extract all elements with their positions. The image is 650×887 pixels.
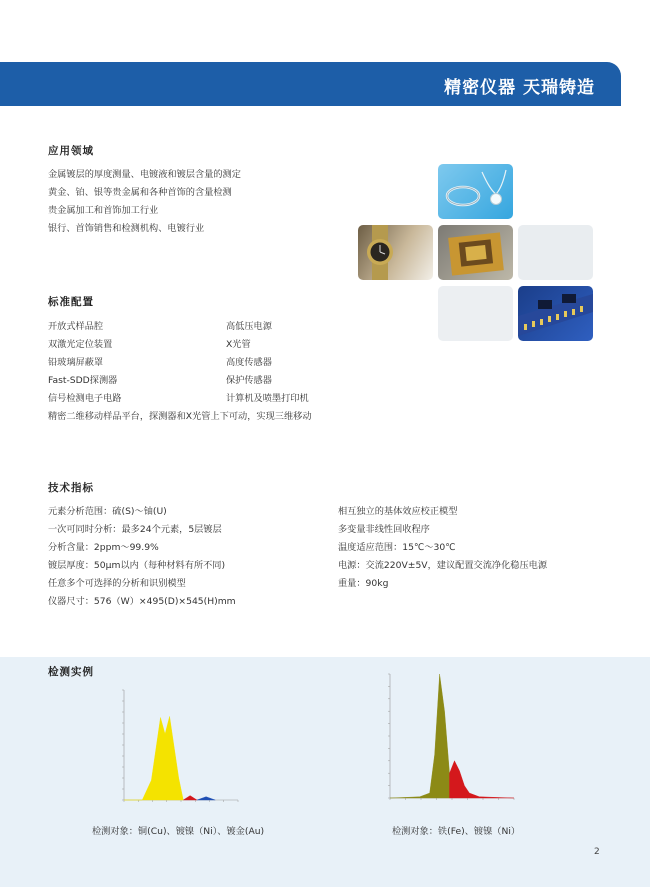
blank-tile-2 (438, 286, 513, 341)
list-item: 高低压电源 (226, 321, 272, 332)
list-item: 元素分析范围：硫(S)～铀(U) (48, 506, 167, 517)
list-item: 仪器尺寸：576（W）×495(D)×545(H)mm (48, 596, 236, 607)
applications-list (48, 166, 241, 238)
list-item: 计算机及喷墨打印机 (226, 393, 309, 404)
example-caption-1: 检测对象：铜(Cu)、镀镍（Ni）、镀金(Au) (92, 826, 265, 837)
watch-image (358, 225, 433, 280)
list-item: 任意多个可选择的分析和识别模型 (48, 578, 186, 589)
list-item: 开放式样品腔 (48, 321, 104, 332)
spectrum-chart-2 (378, 670, 518, 808)
chip-image (438, 225, 513, 280)
spectrum-peak (183, 796, 197, 800)
list-item: 金属镀层的厚度测量、电镀液和镀层含量的测定 (48, 169, 241, 180)
watch-photo (358, 225, 433, 280)
banner-title: 精密仪器 天瑞铸造 (444, 78, 595, 98)
list-item: 双激光定位装置 (48, 339, 113, 350)
list-item: 温度适应范围：15℃～30℃ (338, 542, 456, 553)
circuit-image (518, 286, 593, 341)
spectrum-peak (450, 761, 514, 798)
example-caption-2: 检测对象：铁(Fe)、镀镍（Ni） (392, 826, 521, 837)
jewelry-image (438, 164, 513, 219)
chip-photo (438, 225, 513, 280)
examples-heading: 检测实例 (48, 666, 94, 678)
list-item: 精密二维移动样品平台，探测器和X光管上下可动，实现三维移动 (48, 411, 312, 422)
list-item: 贵金属加工和首饰加工行业 (48, 205, 159, 216)
specs-left-list (48, 503, 236, 611)
list-item: 多变量非线性回收程序 (338, 524, 430, 535)
list-item: 黄金、铂、银等贵金属和各种首饰的含量检测 (48, 187, 232, 198)
chart-2-marks (390, 674, 514, 798)
list-item: 镀层厚度：50μm以内（每种材料有所不同) (48, 560, 226, 571)
specs-heading: 技术指标 (48, 482, 94, 494)
applications-heading: 应用领域 (48, 145, 94, 157)
list-item: 重量：90kg (338, 578, 389, 589)
list-item: 银行、首饰销售和检测机构、电镀行业 (48, 223, 205, 234)
list-item: 一次可同时分析：最多24个元素，5层镀层 (48, 524, 222, 535)
chart-1-marks (124, 716, 215, 800)
circuit-board-photo (518, 286, 593, 341)
list-item: 电源：交流220V±5V，建议配置交流净化稳压电源 (338, 560, 548, 571)
list-item: Fast-SDD探测器 (48, 375, 118, 386)
list-item: X光管 (226, 339, 251, 350)
spectrum-peak (124, 716, 183, 800)
list-item: 分析含量：2ppm～99.9% (48, 542, 159, 553)
config-right-list (226, 318, 309, 408)
spectrum-peak (390, 674, 450, 798)
header-banner (0, 62, 621, 106)
spectrum-peak (197, 797, 215, 800)
blank-tile-fill (518, 225, 593, 280)
examples-section (0, 657, 650, 887)
specs-right-list (338, 503, 547, 593)
list-item: 信号检测电子电路 (48, 393, 122, 404)
page-number: 2 (594, 847, 600, 857)
list-item: 铅玻璃屏蔽罩 (48, 357, 104, 368)
list-item: 保护传感器 (226, 375, 272, 386)
spectrum-chart-1 (112, 686, 242, 810)
list-item: 高度传感器 (226, 357, 272, 368)
jewelry-photo (438, 164, 513, 219)
config-heading: 标准配置 (48, 296, 94, 308)
list-item: 相互独立的基体效应校正模型 (338, 506, 458, 517)
